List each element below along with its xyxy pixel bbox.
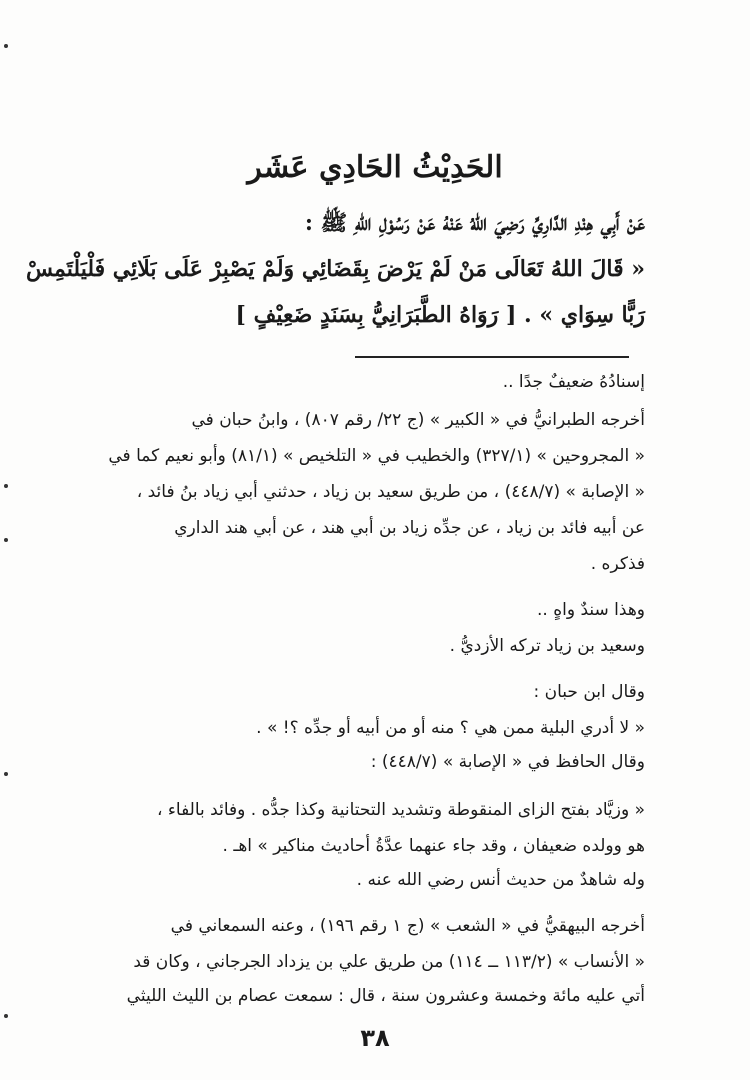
commentary-line-16: « الأنساب » (١١٣/٢ ــ ١١٤) من طريق علي بن يزداد الجرجاني ، وكان قد bbox=[133, 952, 645, 972]
commentary-line-10: « لا أدري البلية ممن هي ؟ منه أو من أبيه أو جدِّه ؟! » . bbox=[256, 718, 645, 738]
hadith-title: الحَدِيْثُ الحَادِي عَشَر bbox=[247, 150, 503, 185]
commentary-line-11: وقال الحافظ في « الإصابة » (٤٤٨/٧) : bbox=[370, 752, 645, 772]
hadith-text bbox=[26, 200, 645, 340]
commentary-line-1: إسنادُهُ ضعيفٌ جدًا .. bbox=[502, 372, 645, 392]
commentary-line-12: « وزيَّاد بفتح الزاى المنقوطة وتشديد التحتانية وكذا جدُّه . وفائد بالفاء ، bbox=[157, 800, 645, 820]
commentary-line-7: وهذا سندٌ واهٍ .. bbox=[537, 600, 645, 620]
commentary-line-5: عن أبيه فائد بن زياد ، عن جدِّه زياد بن أبي هند ، عن أبي هند الداري bbox=[174, 518, 645, 538]
commentary-line-6: فذكره . bbox=[590, 554, 645, 574]
scan-speck bbox=[4, 44, 8, 48]
scan-speck bbox=[4, 1014, 8, 1018]
commentary-line-3: « المجروحين » (٣٢٧/١) والخطيب في « التلخيص » (٨١/١) وأبو نعيم كما في bbox=[108, 446, 645, 466]
scan-speck bbox=[4, 772, 8, 776]
commentary-line-17: أتي عليه مائة وخمسة وعشرون سنة ، قال : سمعت عصام بن الليث الليثي bbox=[126, 986, 645, 1006]
hadith-line-1: عَنْ أَبِي هِنْدِ الدَّارِيِّ رَضِيَ اللهُ عَنْهُ عَنْ رَسُوْلِ اللهِ ﷺ : bbox=[304, 210, 645, 236]
commentary bbox=[100, 366, 645, 1016]
commentary-line-13: هو وولده ضعيفان ، وقد جاء عنهما عدَّةُ أحاديث مناكير » اهـ . bbox=[222, 836, 645, 856]
page-number: ٣٨ bbox=[360, 1024, 390, 1052]
scan-speck bbox=[4, 484, 8, 488]
commentary-line-14: وله شاهدٌ من حديث أنس رضي الله عنه . bbox=[356, 870, 645, 890]
scan-speck bbox=[4, 538, 8, 542]
separator-rule bbox=[355, 356, 629, 358]
commentary-line-4: « الإصابة » (٤٤٨/٧) ، من طريق سعيد بن زياد ، حدثني أبي زياد بنُ فائد ، bbox=[136, 482, 645, 502]
hadith-line-2: « قَالَ اللهُ تَعَالَى مَنْ لَمْ يَرْضَ بِقَضَائِي وَلَمْ يَصْبِرْ عَلَى بَلَائِي فَلْيَلْتَمِسْ bbox=[26, 256, 645, 282]
commentary-line-8: وسعيد بن زياد تركه الأزديُّ . bbox=[449, 636, 645, 656]
commentary-line-15: أخرجه البيهقيُّ في « الشعب » (ج ١ رقم ١٩٦) ، وعنه السمعاني في bbox=[170, 916, 645, 936]
commentary-line-9: وقال ابن حبان : bbox=[533, 682, 645, 702]
commentary-line-2: أخرجه الطبرانيُّ في « الكبير » (ج ٢٢/ رقم ٨٠٧) ، وابنُ حبان في bbox=[191, 410, 645, 430]
hadith-line-3: رَبًّا سِوَاي » . [ رَوَاهُ الطَّبَرَانِيُّ بِسَنَدٍ ضَعِيْفٍ ] bbox=[235, 302, 645, 328]
